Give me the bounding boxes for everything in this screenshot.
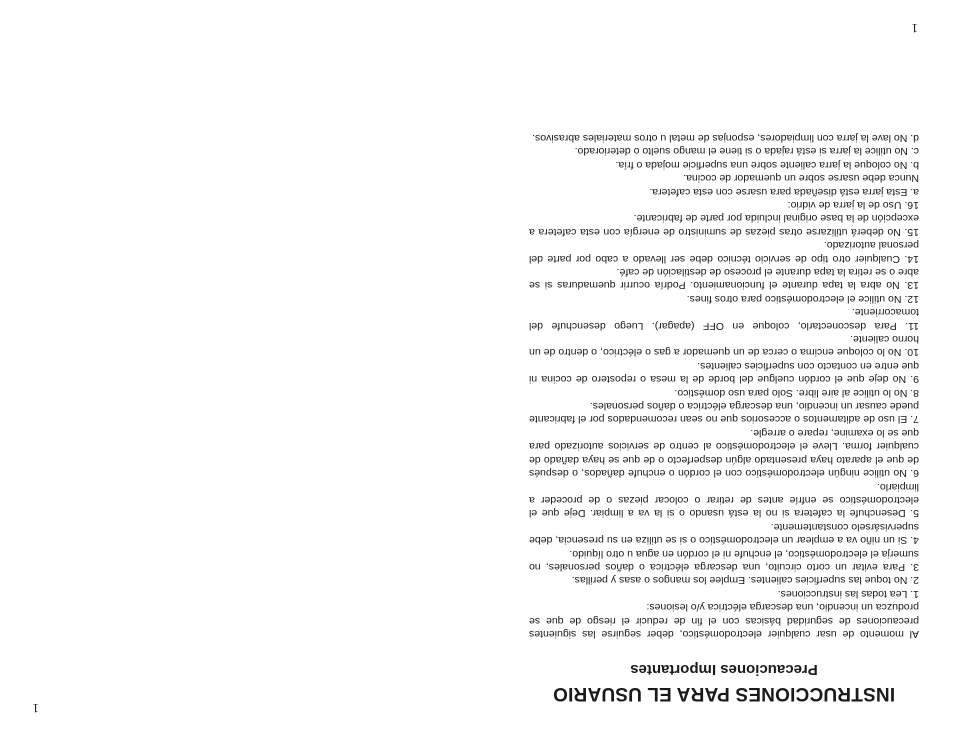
precaution-item: 7. El uso de aditamentos o accesorios que no sean recomendados por el fabricante puede causar un incendio, una descarga eléctrica o daños personales. — [529, 400, 919, 426]
precaution-subitem: b. No coloque la jarra caliente sobre una superficie mojada o fría. — [615, 158, 919, 171]
precaution-item: 4. Si un niño va a emplear un electrodoméstico o si se utiliza en su presencia, debe supervisárselo constantemente. — [529, 520, 919, 547]
precaution-item: 8. No lo utilice al aire libre. Solo para uso doméstico. — [674, 386, 919, 399]
intro-paragraph: Al momento de usar cualquier electrodoméstico, deber seguirse las siguientes precauciones de seguridad básicas con el fin de reducir el riesgo de que se produzca un incendio, una descarga eléctrica y/o lesiones: — [529, 601, 919, 640]
precaution-subitem: a. Esta jarra está diseñada para usarse con esta cafetera. — [649, 185, 919, 198]
precaution-item: 9. No deje que el cordón cuelgue del borde de la mesa o repostero de cocina ni que entre en contacto con superficies calientes. — [529, 359, 919, 386]
page-number-left: 1 — [911, 21, 918, 36]
precaution-subitem: c. No utilice la jarra si está rajada o si tiene el mango suelto o deteriorado. — [574, 145, 919, 158]
precautions-list — [529, 131, 919, 600]
precaution-item: 3. Para evitar un corto circuito, una descarga eléctrica o daños personales, no sumerja el electrodoméstico, el enchufe ni el cordón en agua u otro líquido. — [529, 547, 919, 573]
instructions-column — [529, 131, 919, 704]
precaution-item: 16. Uso de la jarra de vidrio: — [787, 199, 919, 211]
precaution-item: 14. Cualquier otro tipo de servicio técnico debe ser llevado a cabo por parte del personal autorizado. — [529, 239, 919, 265]
section-subtitle: Precauciones Importantes — [630, 661, 818, 678]
precaution-item: 2. No toque las superficies calientes. Emplee los mangos o asas y perillas. — [571, 574, 919, 587]
precaution-item: 5. Desenchufe la cafetera si no la está usando o si la va a limpiar. Deje que el electrodoméstico se enfríe antes de retirar o colocar piezas o de proceder a limpiarlo. — [529, 480, 919, 520]
precaution-item: 6. No utilice ningún electrodoméstico con el cordón o enchufe dañados, o después de que el aparato haya presentado algún desperfecto o de que se haya dañado de cualquier forma. Lleve el electrodoméstico al centro de servicios autorizado para que se lo examine, repare o arregle. — [529, 426, 919, 480]
precaution-item: 13. No abra la tapa durante el funcionamiento. Podría ocurrir quemaduras si se abre o se retira la tapa durante el proceso de destilación de café. — [529, 266, 919, 292]
precaution-item: 1. Lea todas las instrucciones. — [777, 587, 919, 600]
precaution-item: 10. No lo coloque encima o cerca de un quemador a gas o eléctrico, o dentro de un horno caliente. — [529, 333, 919, 359]
document-title: INSTRUCCIONES PARA EL USUARIO — [552, 683, 896, 704]
precaution-item: 12. No utilice el electrodoméstico para otros fines. — [686, 292, 919, 305]
precaution-subitem: Nunca debe usarse sobre un quemador de cocina. — [683, 172, 919, 185]
page-number-right: 1 — [32, 701, 39, 716]
precaution-item: 11. Para desconectarlo, coloque en OFF (apagar). Luego desenchufe del tomacorriente. — [529, 306, 919, 332]
precaution-subitem: d. No lave la jarra con limpiadores, esponjas de metal u otros materiales abrasivos. — [532, 131, 919, 144]
precaution-item: 15. No deberá utilizarse otras piezas de suministro de energía con esta cafetera a excepción de la base original incluida por parte de fabricante. — [529, 212, 919, 238]
